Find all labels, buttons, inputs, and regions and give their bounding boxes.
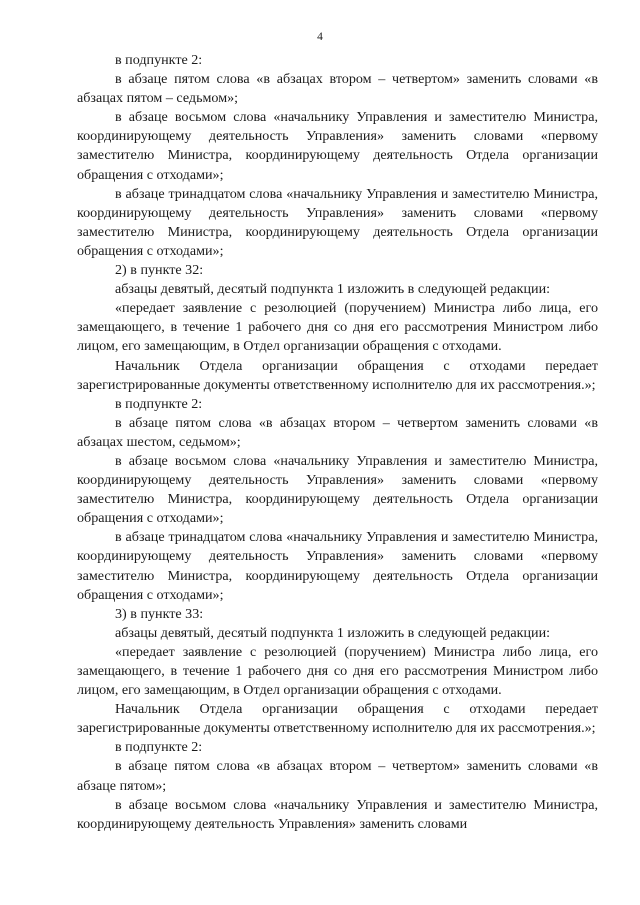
paragraph: абзацы девятый, десятый подпункта 1 изложить в следующей редакции:	[115, 624, 551, 641]
paragraph: в абзаце тринадцатом слова «начальнику Управления и заместителю Министра, координирующему деятельность Управления» заменить словами «первому заместителю Министра, координирующему деятельность Отдела организации обращения с отходами»;	[77, 185, 598, 259]
paragraph: «передает заявление с резолюцией (поручением) Министра либо лица, его замещающего, в течение 1 рабочего дня со дня его рассмотрения Министром либо лицом, его замещающим, в Отдел организации обращения с отходами.	[77, 643, 598, 699]
paragraph: 3) в пункте 33:	[115, 605, 204, 622]
paragraph: в подпункте 2:	[115, 739, 203, 756]
paragraph: в абзаце восьмом слова «начальнику Управления и заместителю Министра, координирующему деятельность Управления» заменить словами	[77, 796, 598, 832]
document-body	[77, 51, 598, 834]
page-number: 4	[317, 31, 323, 43]
paragraph: в абзаце пятом слова «в абзацах втором – четвертом заменить словами «в абзацах шестом, седьмом»;	[77, 414, 598, 450]
paragraph: 2) в пункте 32:	[115, 262, 204, 279]
paragraph: в абзаце восьмом слова «начальнику Управления и заместителю Министра, координирующему деятельность Управления» заменить словами «первому заместителю Министра, координирующему деятельность Отдела организации обращения с отходами»;	[77, 452, 598, 527]
paragraph: абзацы девятый, десятый подпункта 1 изложить в следующей редакции:	[115, 281, 551, 298]
paragraph: в подпункте 2:	[115, 395, 203, 412]
paragraph: «передает заявление с резолюцией (поручением) Министра либо лица, его замещающего, в течение 1 рабочего дня со дня его рассмотрения Министром либо лицом, его замещающим, в Отдел организации обращения с отходами.	[77, 300, 598, 355]
paragraph: Начальник Отдела организации обращения с отходами передает зарегистрированные документы ответственному исполнителю для их рассмотрения.»;	[77, 701, 598, 737]
paragraph: в абзаце тринадцатом слова «начальнику Управления и заместителю Министра, координирующему деятельность Управления» заменить словами «первому заместителю Министра, координирующему деятельность Отдела организации обращения с отходами»;	[77, 529, 598, 603]
paragraph: в абзаце восьмом слова «начальнику Управления и заместителю Министра, координирующему деятельность Управления» заменить словами «первому заместителю Министра, координирующему деятельность Отдела организации обращения с отходами»;	[77, 109, 598, 183]
paragraph: в абзаце пятом слова «в абзацах втором – четвертом» заменить словами «в абзацах пятом – седьмом»;	[77, 71, 598, 107]
paragraph: в подпункте 2:	[115, 52, 203, 68]
paragraph: в абзаце пятом слова «в абзацах втором – четвертом» заменить словами «в абзаце пятом»;	[77, 758, 598, 794]
paragraph: Начальник Отдела организации обращения с отходами передает зарегистрированные документы ответственному исполнителю для их рассмотрения.»;	[77, 357, 598, 393]
